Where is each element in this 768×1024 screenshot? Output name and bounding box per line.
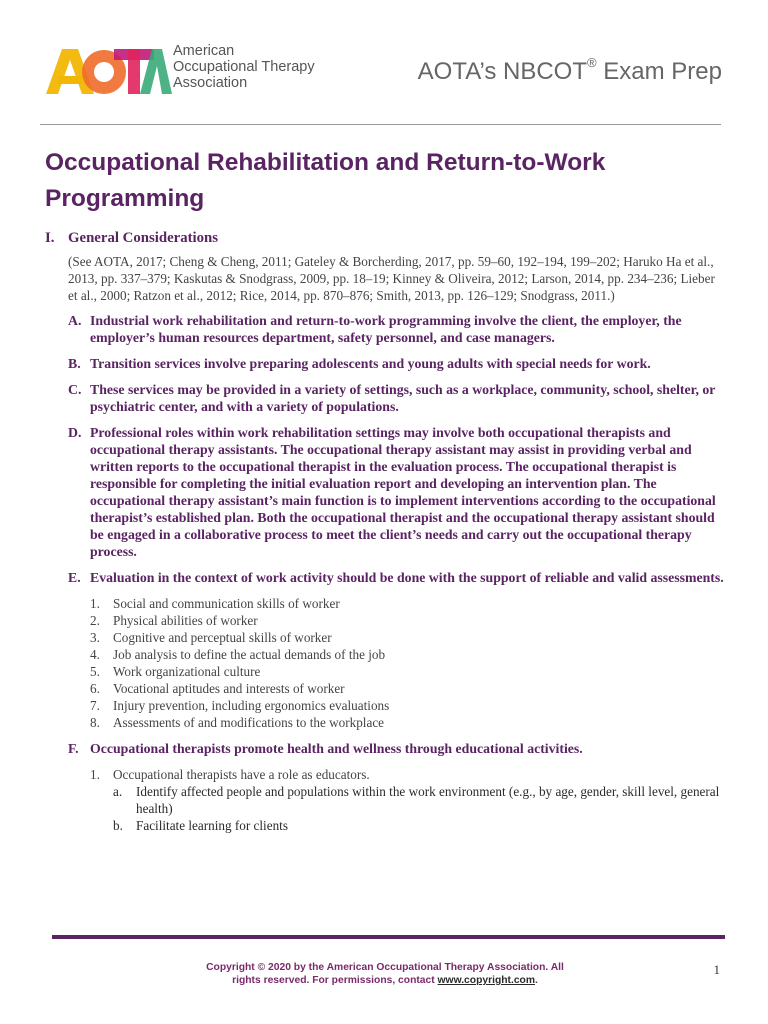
item-text: Occupational therapists have a role as educators. [113,767,370,782]
list-item [90,697,725,714]
exam-prep-prefix: AOTA’s NBCOT [417,58,588,85]
item-letter: B. [68,356,81,371]
item-text: Work organizational culture [113,664,261,679]
list-item-a [68,312,725,346]
item-number: 8. [90,715,100,730]
list-item [90,766,725,783]
item-text: Social and communication skills of worker [113,596,340,611]
list-item [90,612,725,629]
item-text: Transition services involve preparing adolescents and young adults with special needs for work. [90,356,651,371]
list-item [90,663,725,680]
org-name-line-1: American [173,43,235,59]
aota-logo-mark [44,44,174,100]
item-text: Injury prevention, including ergonomics evaluations [113,698,390,713]
item-text: Facilitate learning for clients [136,818,288,833]
copyright-line-2-end: . [535,975,538,986]
assessment-list [90,595,725,731]
item-number: 7. [90,698,100,713]
exam-prep-title [417,55,722,86]
list-item-e [68,569,725,586]
copyright-notice [160,961,610,987]
list-item-f [68,740,725,757]
list-item [113,817,725,834]
nested-list [113,783,725,834]
item-text: Professional roles within work rehabilitation settings may involve both occupational therapists and occupational therapy assistants. The occupational therapy assistant may assist in providing verbal and written reports to the occupational therapist in the evaluation process. The occupational therapist is responsible for completing the initial evaluation report and developing an intervention plan. The occupational therapy assistant’s main function is to implement interventions according to the occupational therapist’s established plan. Both the occupational therapist and the occupational therapy assistant should be engaged in a collaborative process to meet the client’s needs and carry out the occupational therapy process. [90,425,716,559]
header-divider [40,124,721,125]
item-letter: C. [68,382,82,397]
item-number: 2. [90,613,100,628]
item-text: Job analysis to define the actual demands of the job [113,647,386,662]
list-item [90,680,725,697]
nested-list-container [90,783,725,834]
item-letter: a. [113,784,123,799]
item-letter: A. [68,313,82,328]
list-item-d [68,424,725,560]
item-number: 6. [90,681,100,696]
list-item [90,629,725,646]
org-name-line-2: Occupational Therapy [173,59,315,75]
list-item [90,714,725,731]
list-item [113,783,725,817]
exam-prep-suffix: Exam Prep [596,58,722,85]
copyright-line-2 [160,974,610,987]
item-number: 5. [90,664,100,679]
item-letter: E. [68,570,81,585]
item-number: 4. [90,647,100,662]
item-text: Evaluation in the context of work activity should be done with the support of reliable and valid assessments. [90,570,724,585]
item-letter: D. [68,425,82,440]
item-text: Industrial work rehabilitation and return-to-work programming involve the client, the employer, the employer’s human resources department, safety personnel, and case managers. [90,313,682,345]
list-item-c [68,381,725,415]
list-item [90,595,725,612]
page-number: 1 [713,962,720,977]
item-number: 1. [90,596,100,611]
item-text: These services may be provided in a variety of settings, such as a workplace, community, school, shelter, or psychiatric center, and with a variety of populations. [90,382,716,414]
section-number: I. [45,230,55,246]
item-text: Cognitive and perceptual skills of worker [113,630,332,645]
document-body [45,230,725,843]
item-text: Identify affected people and populations within the work environment (e.g., by age, gender, skill level, general health) [136,784,720,816]
item-text: Assessments of and modifications to the workplace [113,715,385,730]
item-number: 1. [90,767,100,782]
organization-name [173,43,315,91]
registered-mark: ® [587,55,597,70]
item-text: Occupational therapists promote health and wellness through educational activities. [90,741,583,756]
item-number: 3. [90,630,100,645]
item-text: Vocational aptitudes and interests of worker [113,681,345,696]
item-text: Physical abilities of worker [113,613,258,628]
document-title [45,145,725,217]
list-item [90,646,725,663]
title-line-2: Programming [45,185,205,212]
section-heading [45,230,725,247]
footer-divider [52,935,725,939]
item-letter: F. [68,741,79,756]
item-letter: b. [113,818,123,833]
educator-list [90,766,725,834]
copyright-link[interactable]: www.copyright.com [437,975,535,986]
section-references: (See AOTA, 2017; Cheng & Cheng, 2011; Gateley & Borcherding, 2017, pp. 59–60, 192–194, 199–202; Haruko Ha et al., 2013, pp. 337–379; Kaskutas & Snodgrass, 2009, pp. 18–19; Kinney & Oliveira, 2012; Larson, 2014, pp. 234–236; Lieber et al., 2000; Ratzon et al., 2012; Rice, 2014, pp. 870–876; Smith, 2013, pp. 126–129; Snodgrass, 2011.) [68,254,715,303]
section-title: General Considerations [68,230,219,246]
copyright-line-1: Copyright © 2020 by the American Occupational Therapy Association. All [206,962,564,973]
title-line-1: Occupational Rehabilitation and Return-to-Work [45,149,606,176]
list-item-b [68,355,725,372]
org-name-line-3: Association [173,75,248,91]
copyright-line-2-text: rights reserved. For permissions, contact [232,975,438,986]
